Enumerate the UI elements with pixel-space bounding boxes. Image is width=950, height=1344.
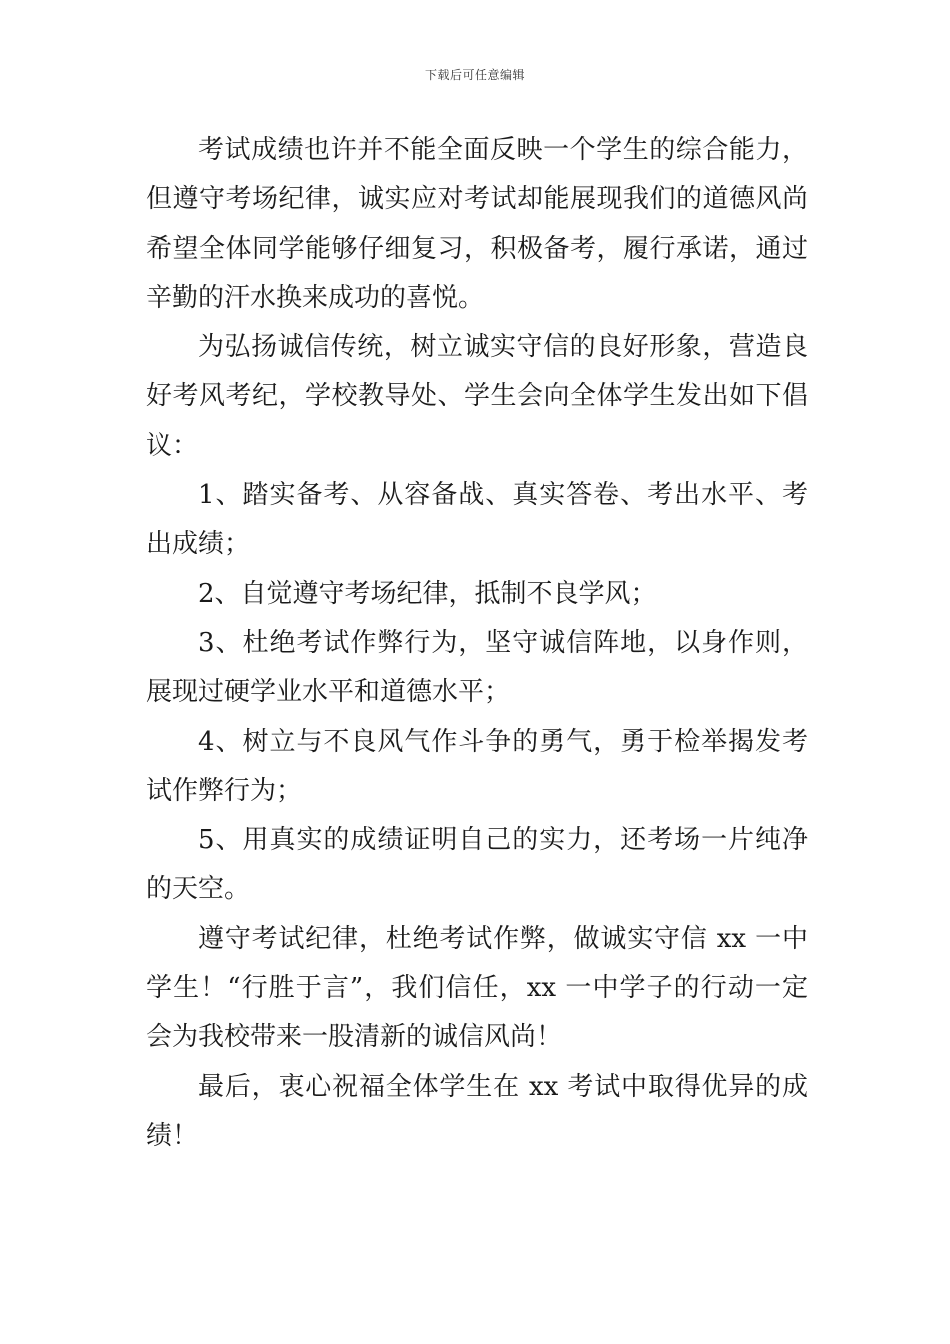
paragraph-call: 遵守考试纪律，杜绝考试作弊，做诚实守信 xx 一中学生！“行胜于言”，我们信任，xx 一中学子的行动一定会为我校带来一股清新的诚信风尚！ [146, 923, 808, 1053]
list-item-2: 2、自觉遵守考场纪律，抵制不良学风； [198, 578, 657, 609]
list-item-1: 1、踏实备考、从容备战、真实答卷、考出水平、考出成绩； [146, 480, 808, 560]
paragraph-closing: 最后，衷心祝福全体学生在 xx 考试中取得优异的成绩！ [146, 1071, 808, 1151]
list-item-4: 4、树立与不良风气作斗争的勇气，勇于检举揭发考试作弊行为； [146, 726, 808, 806]
list-item-3: 3、杜绝考试作弊行为，坚守诚信阵地，以身作则，展现过硬学业水平和道德水平； [146, 627, 808, 708]
paragraph-intro: 考试成绩也许并不能全面反映一个学生的综合能力，但遵守考场纪律，诚实应对考试却能展现我们的道德风尚希望全体同学能够仔细复习，积极备考，履行承诺，通过辛勤的汗水换来成功的喜悦。 [146, 135, 808, 313]
list-item-5: 5、用真实的成绩证明自己的实力，还考场一片纯净的天空。 [146, 825, 808, 905]
page-header-note: 下载后可任意编辑 [424, 68, 525, 82]
document-body [146, 126, 808, 1161]
paragraph-proposal: 为弘扬诚信传统，树立诚实守信的良好形象，营造良好考风考纪，学校教导处、学生会向全体学生发出如下倡议： [146, 332, 808, 461]
